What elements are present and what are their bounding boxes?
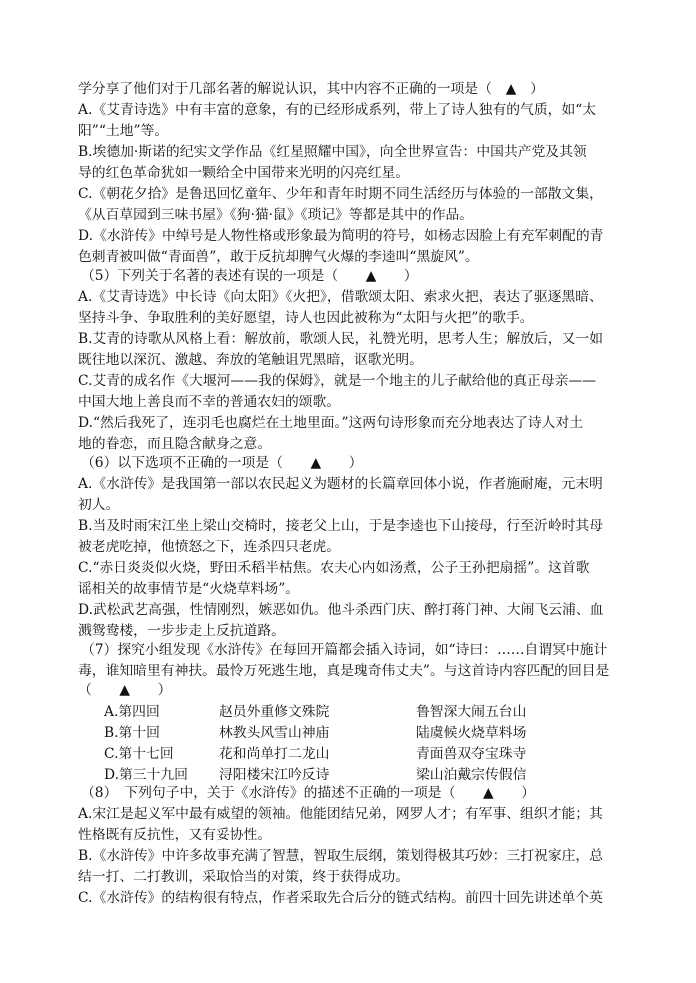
option-c: C.《朝花夕拾》是鲁迅回忆童年、少年和青年时期不同生活经历与体验的一部散文集， bbox=[78, 186, 603, 202]
q5-option-b: B.艾青的诗歌从风格上看：解放前，歌颂人民，礼赞光明，思考人生；解放后，又一如 bbox=[78, 331, 604, 347]
choice-label: B.第十回 bbox=[104, 725, 160, 741]
q8-option-b: B.《水浒传》中许多故事充满了智慧，智取生辰纲，策划得极其巧妙：三打祝家庄，总 bbox=[78, 848, 604, 864]
chapter-title-1: 浔阳楼宋江吟反诗 bbox=[219, 767, 330, 783]
choice-label: D.第三十九回 bbox=[104, 767, 188, 783]
option-b-cont: 导的红色革命犹如一颗给全中国带来光明的闪亮红星。 bbox=[78, 165, 410, 181]
q5-option-c: C.艾青的成名作《大堰河——我的保姆》，就是一个地主的儿子献给他的真正母亲—— bbox=[78, 373, 597, 389]
question-stem-line: 学分享了他们对于几部名著的解说认识，其中内容不正确的一项是（ ▲ ） bbox=[78, 81, 544, 97]
chapter-title-1: 林教头风雪山神庙 bbox=[219, 725, 330, 741]
choice-label: C.第十七回 bbox=[104, 746, 174, 762]
q6-option-b: B.当及时雨宋江坐上梁山交椅时，接老父上山，于是李逵也下山接母，行至沂岭时其母 bbox=[78, 518, 604, 534]
q6-option-c: C.“赤日炎炎似火烧，野田禾稻半枯焦。农夫心内如汤煮，公子王孙把扇摇”。这首歌 bbox=[78, 560, 590, 576]
option-a-cont: 阳”“土地”等。 bbox=[78, 123, 169, 139]
q5-option-b-cont: 既往地以深沉、激越、奔放的笔触诅咒黑暗，讴歌光明。 bbox=[78, 352, 423, 368]
question-7-stem: （7）探究小组发现《水浒传》在每回开篇都会插入诗词，如“诗曰：……自谓冥中施计 bbox=[81, 642, 608, 658]
question-8-stem: （8） 下列句子中，关于《水浒传》的描述不正确的一项是（ ▲ ） bbox=[81, 785, 535, 801]
q5-option-d: D.“然后我死了，连羽毛也腐烂在土地里面。”这两句诗形象而充分地表达了诗人对土 bbox=[78, 415, 584, 431]
q6-option-d-cont: 溅鸳鸯楼，一步步走上反抗道路。 bbox=[78, 623, 285, 639]
option-c-cont: 《从百草园到三味书屋》《狗·猫·鼠》《琐记》等都是其中的作品。 bbox=[78, 207, 474, 223]
chapter-title-2: 鲁智深大闹五台山 bbox=[416, 704, 527, 720]
q5-option-a: A.《艾青诗选》中长诗《向太阳》《火把》，借歌颂太阳、索求火把，表达了驱逐黑暗、 bbox=[78, 289, 603, 305]
q6-option-c-cont: 谣相关的故事情节是“火烧草料场”。 bbox=[78, 581, 300, 597]
choice-label: A.第四回 bbox=[104, 704, 160, 720]
question-5-stem: （5）下列关于名著的表述有误的一项是（ ▲ ） bbox=[81, 268, 418, 284]
question-6-stem: （6）以下选项不正确的一项是（ ▲ ） bbox=[81, 455, 363, 471]
question-7-answer-blank: （ ▲ ） bbox=[78, 682, 172, 698]
chapter-title-1: 赵员外重修文殊院 bbox=[219, 704, 330, 720]
option-a: A.《艾青诗选》中有丰富的意象，有的已经形成系列，带上了诗人独有的气质，如“太 bbox=[78, 102, 597, 118]
q6-option-a-cont: 初人。 bbox=[78, 497, 120, 513]
q8-option-b-cont: 结一打、二打教训，采取恰当的对策，终于获得成功。 bbox=[78, 869, 410, 885]
chapter-title-2: 梁山泊戴宗传假信 bbox=[416, 767, 527, 783]
q5-option-a-cont: 坚持斗争、争取胜利的美好愿望，诗人也因此被称为“太阳与火把”的歌手。 bbox=[78, 310, 534, 326]
q6-option-b-cont: 被老虎吃掉，他愤怒之下，连杀四只老虎。 bbox=[78, 539, 341, 555]
q8-option-a: A.宋江是起义军中最有威望的领袖。他能团结兄弟，网罗人才；有军事、组织才能；其 bbox=[78, 806, 603, 822]
option-b: B.埃德加·斯诺的纪实文学作品《红星照耀中国》，向全世界宣告：中国共产党及其领 bbox=[78, 144, 587, 160]
chapter-title-2: 青面兽双夺宝珠寺 bbox=[416, 746, 527, 762]
q5-option-c-cont: 中国大地上善良而不幸的普通农妇的颂歌。 bbox=[78, 394, 341, 410]
q6-option-a: A.《水浒传》是我国第一部以农民起义为题材的长篇章回体小说，作者施耐庵，元末明 bbox=[78, 476, 603, 492]
chapter-title-1: 花和尚单打二龙山 bbox=[219, 746, 330, 762]
q8-option-a-cont: 性格既有反抗性，又有妥协性。 bbox=[78, 827, 272, 843]
option-d-cont: 色刺青被叫做“青面兽”，敢于反抗却脾气火爆的李逵叫“黑旋风”。 bbox=[78, 249, 479, 265]
question-7-stem-cont: 毒，谁知暗里有神扶。最怜万死逃生地，真是瑰奇伟丈夫”。与这首诗内容匹配的回目是 bbox=[78, 663, 610, 679]
q6-option-d: D.武松武艺高强，性情刚烈，嫉恶如仇。他斗杀西门庆、醉打蒋门神、大闹飞云浦、血 bbox=[78, 602, 604, 618]
q5-option-d-cont: 地的眷恋，而且隐含献身之意。 bbox=[78, 436, 272, 452]
option-d: D.《水浒传》中绰号是人物性格或形象最为简明的符号，如杨志因脸上有充军刺配的青 bbox=[78, 228, 604, 244]
q8-option-c: C.《水浒传》的结构很有特点，作者采取先合后分的链式结构。前四十回先讲述单个英 bbox=[78, 890, 603, 906]
chapter-title-2: 陆虞候火烧草料场 bbox=[416, 725, 527, 741]
